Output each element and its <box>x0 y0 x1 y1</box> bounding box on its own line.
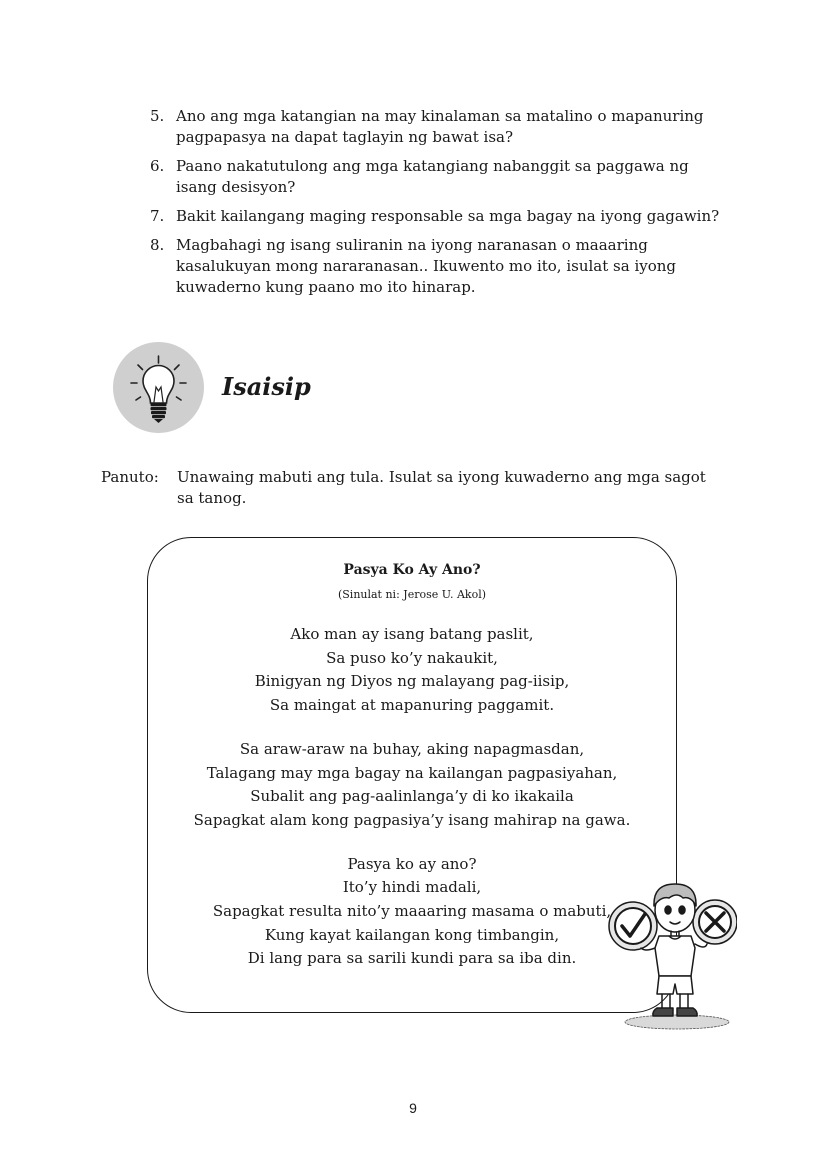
section-title: Isaisip <box>222 372 311 401</box>
poem-line: Sa araw-araw na buhay, aking napagmasdan, <box>239 739 585 758</box>
instruction-text: Unawaing mabuti ang tula. Isulat sa iyong kuwaderno ang mga sagot sa tanog. <box>177 468 706 507</box>
poem-line: Ako man ay isang batang paslit, <box>290 625 534 643</box>
poem-author: (Sinulat ni: Jerose U. Akol) <box>337 588 487 601</box>
poem-line: Subalit ang pag-aalinlanga’y di ko ikakaila <box>250 787 574 806</box>
poem-stanza <box>147 853 677 972</box>
poem-line: Sapagkat alam kong pagpasiya’y isang mahirap na gawa. <box>193 810 631 829</box>
check-icon <box>609 902 657 950</box>
poem <box>147 560 677 971</box>
poem-title: Pasya Ko Ay Ano? <box>343 562 481 578</box>
question-list <box>150 106 720 306</box>
boy-illustration <box>607 870 737 1039</box>
poem-stanza <box>147 738 677 833</box>
poem-line: Sa puso ko’y nakaukit, <box>326 648 498 667</box>
poem-line: Di lang para sa sarili kundi para sa iba din. <box>247 949 577 968</box>
poem-line: Ito’y hindi madali, <box>342 878 482 897</box>
poem-line: Sapagkat resulta nito’y maaaring masama o mabuti, <box>212 902 612 921</box>
poem-line: Pasya ko ay ano? <box>347 854 477 873</box>
lightbulb-icon <box>113 342 204 433</box>
question-item: 7. Bakit kailangang maging responsable sa mga bagay na iyong gagawin? <box>150 207 720 225</box>
poem-line: Kung kayat kailangan kong timbangin, <box>264 925 560 944</box>
poem-line: Talagang may mga bagay na kailangan pagpasiyahan, <box>206 763 618 782</box>
question-item: 6. Paano nakatutulong ang mga katangiang nabanggit sa paggawa ng isang desisyon? <box>150 157 689 196</box>
question-item: 5. Ano ang mga katangian na may kinalaman sa matalino o mapanuring pagpapasya na dapat taglayin ng bawat isa? <box>150 107 704 146</box>
page-number: 9 <box>409 1100 417 1116</box>
poem-line: Binigyan ng Diyos ng malayang pag-iisip, <box>254 672 570 691</box>
instruction-label: Panuto: <box>101 468 159 486</box>
question-item: 8. Magbahagi ng isang suliranin na iyong naranasan o maaaring kasalukuyan mong nararanasan.. Ikuwento mo ito, isulat sa iyong kuwaderno kung paano mo ito hinarap. <box>150 236 677 296</box>
x-icon <box>693 900 737 944</box>
poem-line: Sa maingat at mapanuring paggamit. <box>269 696 555 715</box>
poem-stanza <box>147 623 677 718</box>
